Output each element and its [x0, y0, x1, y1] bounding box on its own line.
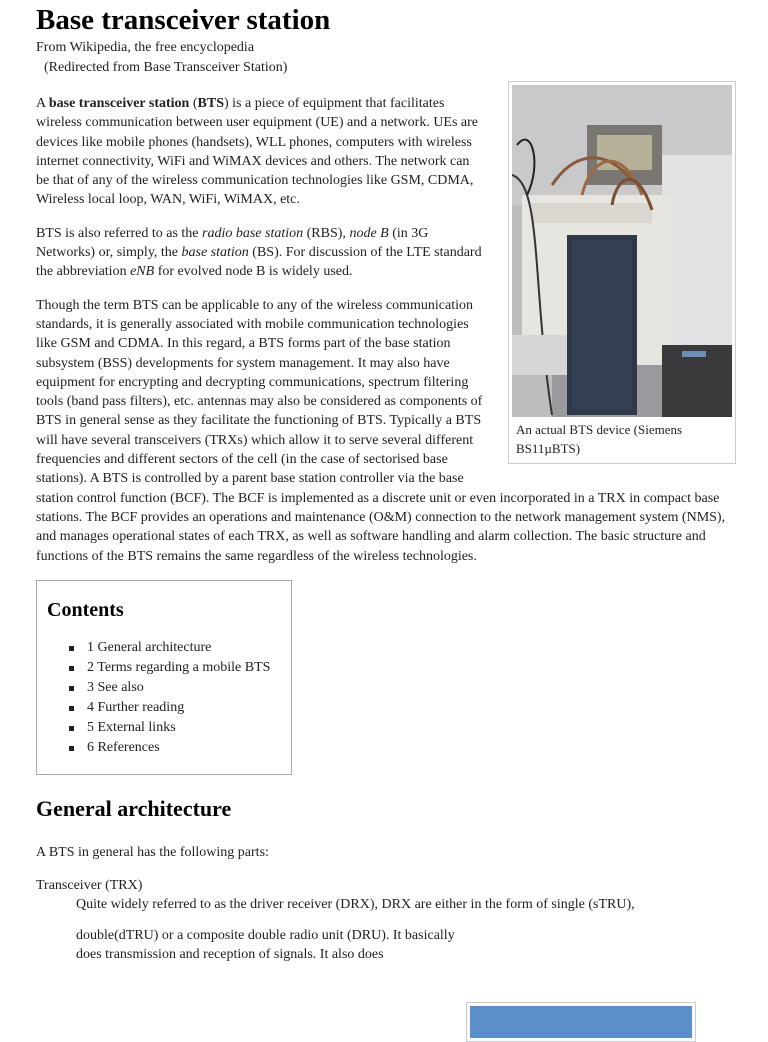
- page-title: Base transceiver station: [36, 4, 331, 36]
- bullet-icon: [69, 746, 74, 751]
- definition-description-continued: double(dTRU) or a composite double radio unit (DRU). It basically does transmission and reception of signals. It also does: [76, 928, 455, 963]
- table-of-contents: [36, 580, 292, 775]
- intro-paragraph-2: BTS is also referred to as the radio base station (RBS), node B (in 3G Networks) or, simply, the base station (BS). For discussion of the LTE standard the abbreviation eNB for evolved node B is widely used.: [36, 225, 482, 280]
- redirect-text: (Redirected from Base Transceiver Station): [44, 60, 288, 75]
- bullet-icon: [69, 686, 74, 691]
- bullet-icon: [69, 666, 74, 671]
- definition-description: Quite widely referred to as the driver receiver (DRX), DRX are either in the form of single (sTRU),: [76, 897, 635, 913]
- toc-item[interactable]: 1 General architecture: [69, 638, 281, 658]
- bullet-icon: [69, 706, 74, 711]
- section-lead: A BTS in general has the following parts:: [36, 844, 269, 860]
- intro-paragraph-3: Though the term BTS can be applicable to any of the wireless communication standards, it is generally associated with mobile communication technologies like GSM and CDMA. In this regard, a BTS forms part of the base station subsystem (BSS) developments for system management. It may also have equipment for encrypting and decrypting communications, spectrum filtering tools (band pass filters), etc. antennas may also be considered as components of BTS in general sense as they facilitate the functioning of BTS. Typically a BTS will have several transceivers (TRXs) which allow it to serve several different frequencies and different sectors of the cell (in the case of sectorised base stations). A BTS is controlled by a parent base station controller via the base station control function (BCF). The BCF is implemented as a discrete unit or even incorporated in a TRX in compact base stations. The BCF provides an operations and maintenance (O&M) connection to the network management system (NMS), and manages operational states of each TRX, as well as software handling and alarm collection. The basic structure and functions of the BTS remains the same regardless of the wireless technologies.: [36, 297, 726, 564]
- toc-item[interactable]: 3 See also: [69, 678, 281, 698]
- second-image-thumbnail[interactable]: [466, 1002, 696, 1042]
- definition-term: Transceiver (TRX): [36, 878, 143, 894]
- bts-device-photo[interactable]: [512, 85, 732, 417]
- bullet-icon: [69, 726, 74, 731]
- bullet-icon: [69, 646, 74, 651]
- toc-item[interactable]: 5 External links: [69, 718, 281, 738]
- image-thumbnail[interactable]: [508, 81, 736, 464]
- toc-list: [47, 638, 281, 758]
- site-subtitle: From Wikipedia, the free encyclopedia: [36, 40, 255, 55]
- toc-title: Contents: [47, 598, 124, 621]
- redirect-notice[interactable]: [44, 59, 736, 77]
- toc-item[interactable]: 4 Further reading: [69, 698, 281, 718]
- toc-item[interactable]: 6 References: [69, 738, 281, 758]
- intro-paragraph-1: A base transceiver station (BTS) is a piece of equipment that facilitates wireless communication between user equipment (UE) and a network. UEs are devices like mobile phones (handsets), WLL phones, computers with wireless internet connectivity, WiFi and WiMAX devices and others. The network can be that of any of the wireless communication technologies like GSM, CDMA, Wireless local loop, WAN, WiFi, WiMAX, etc.: [36, 96, 479, 208]
- section-heading-general-architecture: General architecture: [36, 795, 232, 821]
- second-image[interactable]: [470, 1006, 692, 1038]
- image-caption: An actual BTS device (Siemens BS11µBTS): [516, 422, 683, 456]
- toc-item[interactable]: 2 Terms regarding a mobile BTS: [69, 658, 281, 678]
- article: [36, 0, 736, 964]
